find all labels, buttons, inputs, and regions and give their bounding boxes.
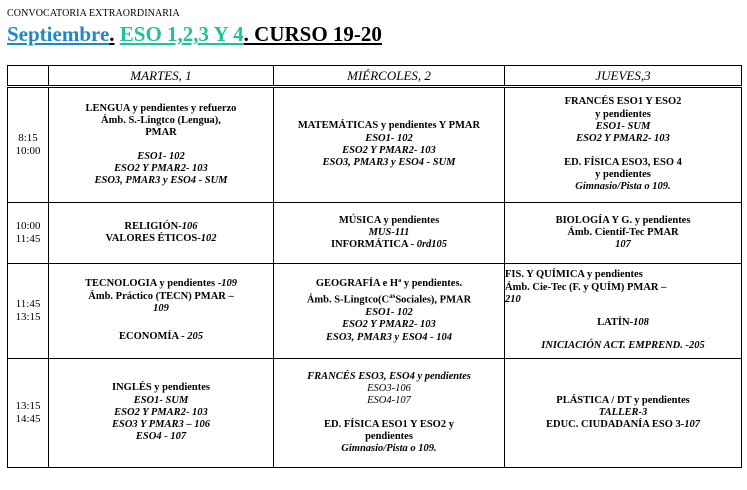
subject: PLÁSTICA / DT y pendientes (556, 394, 690, 406)
subject: BIOLOGÍA Y G. y pendientes (555, 214, 691, 226)
room: ESO1- SUM (133, 394, 189, 406)
exam-cell (274, 264, 505, 359)
subject-detail: y pendientes (595, 168, 651, 180)
subject: FIS. Y QUÍMICA y pendientes (505, 269, 643, 281)
subject-detail: PMAR (145, 127, 177, 139)
subject: ED. FÍSICA ESO1 Y ESO2 y (324, 418, 454, 430)
table-row (8, 264, 742, 359)
column-header-jueves: JUEVES,3 (505, 66, 742, 87)
room: ESO2 Y PMAR2- 103 (342, 319, 436, 331)
room: ESO2 Y PMAR2- 103 (576, 133, 670, 145)
room: MUS-111 (368, 226, 410, 238)
room: Gimnasio/Pista o 109. (575, 181, 671, 193)
exam-cell (274, 203, 505, 264)
table-row (8, 359, 742, 468)
subject-detail: Ámb. Cientif-Tec PMAR (567, 226, 679, 238)
room: Gimnasio/Pista o 109. (341, 443, 437, 455)
exam-cell (49, 264, 274, 359)
exam-cell (49, 87, 274, 203)
subject: EDUC. CIUDADANÍA ESO 3-107 (545, 419, 700, 431)
time-start: 8:15 (18, 132, 38, 144)
room: 108 (633, 317, 649, 329)
time-slot (8, 203, 49, 264)
subject: MÚSICA y pendientes (338, 214, 440, 226)
room: ESO4 - 107 (135, 431, 187, 443)
title-courses: ESO 1,2,3 Y 4 (119, 22, 244, 46)
room: ESO1- SUM (595, 121, 651, 133)
room: 205 (187, 331, 203, 343)
time-slot (8, 87, 49, 203)
subject: ECONOMÍA - 205 (119, 331, 203, 343)
subject: ED. FÍSICA ESO3, ESO 4 (564, 156, 682, 168)
time-slot (8, 264, 49, 359)
time-slot (8, 359, 49, 468)
subject-detail: Ámb. Cie-Tec (F. y QUÍM) PMAR – (505, 281, 667, 293)
room: 0rd105 (416, 239, 448, 251)
table-row (8, 87, 742, 203)
column-header-martes: MARTES, 1 (49, 66, 274, 87)
exam-cell (505, 203, 742, 264)
room: 102 (200, 233, 217, 244)
room: ESO2 Y PMAR2- 103 (114, 406, 208, 418)
exam-cell (505, 359, 742, 468)
subject-detail: pendientes (365, 430, 413, 442)
exam-cell (505, 264, 742, 359)
exam-cell (49, 203, 274, 264)
room: ESO3, PMAR3 y ESO4 - 104 (325, 331, 452, 343)
table-header-row (8, 66, 742, 87)
room: ESO4-107 (367, 395, 411, 407)
page-title (7, 22, 382, 47)
room: 107 (684, 419, 700, 431)
subject: INICIACIÓN ACT. EMPREND. -205 (541, 340, 705, 352)
room: ESO3 Y PMAR3 – 106 (111, 419, 211, 431)
subject-detail: y pendientes (595, 108, 651, 120)
room: ESO1- 102 (365, 307, 413, 319)
subject: LATÍN-108 (597, 317, 649, 329)
subject-detail: Ámb. S.-Lingtco (Lengua), (101, 114, 221, 126)
subject-detail: Ámb. $S-Lingtco(C^{as}Sociales)$, PMAR (306, 292, 472, 306)
time-end: 11:45 (15, 233, 41, 245)
room: TALLER-3 (598, 406, 648, 418)
title-dot: . (109, 22, 115, 46)
room: 109 (153, 303, 169, 314)
corner-cell (8, 66, 49, 87)
room: ESO2 Y PMAR2- 103 (114, 162, 208, 174)
time-start: 13:15 (15, 400, 41, 412)
time-start: 10:00 (15, 220, 41, 232)
subject: MATEMÁTICAS y pendientes Y PMAR (297, 120, 481, 132)
subject: FRANCÉS ESO1 Y ESO2 (564, 96, 682, 108)
room: ESO3, PMAR3 y ESO4 - SUM (94, 175, 228, 187)
room: ESO1- 102 (365, 132, 413, 144)
room: ESO2 Y PMAR2- 103 (342, 145, 436, 156)
exam-cell (49, 359, 274, 468)
column-header-miercoles: MIÉRCOLES, 2 (274, 66, 505, 87)
room: 106 (181, 220, 198, 232)
room: ESO3, PMAR3 y ESO4 - SUM (322, 157, 456, 169)
table-row (8, 203, 742, 264)
time-start: 11:45 (15, 298, 41, 310)
room: 107 (615, 239, 631, 251)
subject-detail: Ámb. Práctico (TECN) PMAR – (88, 290, 234, 302)
exam-cell (274, 359, 505, 468)
title-curso: . CURSO 19-20 (243, 22, 382, 46)
time-end: 13:15 (15, 311, 41, 323)
subject: LENGUA y pendientes y refuerzo (85, 102, 237, 114)
subject: GEOGRAFÍA e Hª y pendientes. (315, 278, 463, 289)
subject: VALORES ÉTICOS-102 (105, 233, 217, 244)
exam-schedule-table (7, 65, 742, 468)
subject: TECNOLOGIA y pendientes -109 (85, 278, 237, 290)
room: 210 (505, 293, 521, 305)
time-end: 10:00 (15, 145, 41, 157)
title-month: Septiembre (7, 22, 110, 46)
exam-cell (274, 87, 505, 203)
subject: FRANCÉS ESO3, ESO4 y pendientes (307, 370, 471, 382)
exam-cell (505, 87, 742, 203)
room: ESO1- 102 (137, 150, 185, 162)
room: ESO3-106 (367, 382, 411, 394)
room: 109 (221, 278, 237, 290)
convocatoria-label: CONVOCATORIA EXTRAORDINARIA (7, 8, 180, 19)
subject: RELIGIÓN-106 (124, 220, 198, 232)
time-end: 14:45 (15, 413, 41, 425)
subject: INFORMÁTICA - 0rd105 (330, 239, 448, 251)
subject: INGLÉS y pendientes (111, 382, 211, 394)
